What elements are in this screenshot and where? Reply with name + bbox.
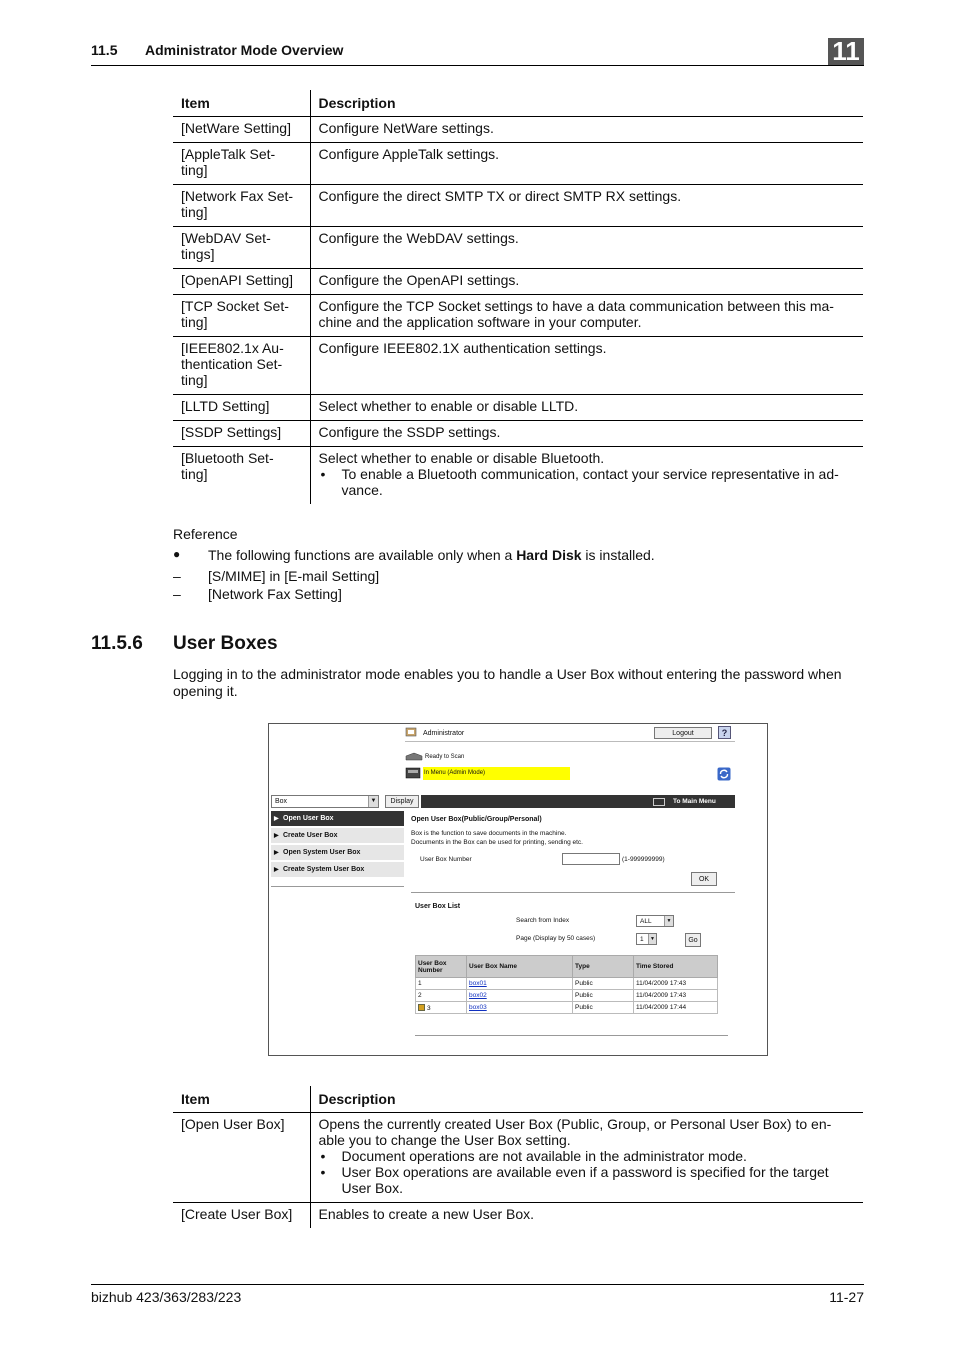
page-label: Page (Display by 50 cases) <box>516 935 596 942</box>
reference-bullet-text <box>208 547 655 563</box>
search-select[interactable] <box>636 915 674 927</box>
bullet-marker: ● <box>173 547 181 561</box>
description-cell <box>310 294 863 336</box>
arrow-icon: ▶ <box>274 867 279 873</box>
bullet-item: • User Box operations are available even if a password is specified for the target User Box. <box>319 1164 856 1196</box>
type-cell: Public <box>573 978 634 990</box>
description-cell <box>310 268 863 294</box>
reference-subitem-text: [S/MIME] in [E-mail Setting] <box>208 568 380 584</box>
description-cell <box>310 142 863 184</box>
table-row <box>173 420 863 446</box>
status-highlight <box>423 767 570 780</box>
box-number-cell <box>416 978 467 990</box>
page-footer <box>91 1284 864 1305</box>
divider <box>415 1035 728 1036</box>
refresh-icon[interactable] <box>717 767 731 781</box>
box-number: 1 <box>418 980 422 987</box>
machine-icon <box>405 766 421 779</box>
display-button[interactable]: Display <box>385 795 419 808</box>
menu-label: Open User Box <box>283 815 334 822</box>
description-cell <box>310 184 863 226</box>
to-main-menu-link[interactable]: To Main Menu <box>673 798 716 805</box>
logout-button[interactable]: Logout <box>654 727 712 739</box>
box-select-value: Box <box>275 798 288 805</box>
description-text: Configure AppleTalk settings. <box>318 145 500 162</box>
list-row <box>416 990 718 1002</box>
status-ready: Ready to Scan <box>425 754 465 760</box>
page-select-value: 1 <box>640 936 644 943</box>
description-text: Select whether to enable or disable LLTD. <box>318 397 579 414</box>
bullet-list <box>319 466 856 498</box>
item-cell: [LLTD Setting] <box>173 394 310 420</box>
menu-open-user-box[interactable] <box>271 811 404 827</box>
dash-marker: – <box>173 568 181 584</box>
item-cell: [OpenAPI Setting] <box>173 268 310 294</box>
divider <box>271 886 404 887</box>
menu-label: Create User Box <box>283 832 338 839</box>
box-number: 3 <box>427 1004 431 1012</box>
description-cell <box>310 420 863 446</box>
search-label: Search from Index <box>516 917 570 924</box>
box-number: 2 <box>418 992 422 999</box>
list-row <box>416 1002 718 1014</box>
table-row <box>173 116 863 142</box>
reference-subitem <box>173 586 773 604</box>
lock-icon <box>418 1004 425 1011</box>
bullet-item: • Document operations are not available in the administrator mode. <box>319 1148 856 1164</box>
range-hint: (1-999999999) <box>622 856 665 863</box>
footer-page-number: 11-27 <box>829 1289 864 1305</box>
item-cell: [Create User Box] <box>173 1202 310 1228</box>
arrow-icon: ▶ <box>274 816 279 822</box>
menu-open-system-user-box[interactable] <box>271 845 404 861</box>
admin-screenshot <box>268 723 768 1056</box>
item-cell: [AppleTalk Set- ting] <box>173 142 310 184</box>
description-cell <box>310 116 863 142</box>
chevron-down-icon: ▼ <box>648 934 656 944</box>
type-cell: Public <box>573 1002 634 1014</box>
table-row <box>173 142 863 184</box>
table-header-item: Item <box>173 90 310 116</box>
heading-number: 11.5.6 <box>91 633 143 654</box>
table-row <box>173 184 863 226</box>
section-number: 11.5 <box>91 42 118 58</box>
description-cell <box>310 394 863 420</box>
col-type: Type <box>573 956 634 978</box>
col-user-box-number: User Box Number <box>416 956 467 978</box>
section-paragraph: Logging in to the administrator mode enables you to handle a User Box without entering the password when opening it. <box>173 666 842 699</box>
description-text: Configure the TCP Socket settings to have a data communication between this ma- chine and the application software in your computer. <box>318 297 834 330</box>
time-cell: 11/04/2009 17:44 <box>634 1002 718 1014</box>
item-cell: [NetWare Setting] <box>173 116 310 142</box>
box-number-cell <box>416 990 467 1002</box>
item-cell: [WebDAV Set- tings] <box>173 226 310 268</box>
time-cell: 11/04/2009 17:43 <box>634 990 718 1002</box>
table-header-item: Item <box>173 1086 310 1112</box>
dash-marker: – <box>173 586 181 602</box>
panel-desc-2: Documents in the Box can be used for printing, sending etc. <box>411 839 583 846</box>
description-cell <box>310 446 863 504</box>
menu-create-user-box[interactable] <box>271 828 404 844</box>
panel-title: Open User Box(Public/Group/Personal) <box>411 816 542 823</box>
item-cell: [SSDP Settings] <box>173 420 310 446</box>
description-text: Enables to create a new User Box. <box>318 1205 535 1222</box>
user-box-number-label: User Box Number <box>420 856 472 863</box>
user-box-table <box>173 1086 863 1228</box>
table-row <box>173 1202 863 1228</box>
description-text: Select whether to enable or disable Bluetooth. <box>318 449 605 466</box>
item-cell: [IEEE802.1x Au- thentication Set- ting] <box>173 336 310 394</box>
bullet-text-pre: The following functions are available only when a <box>208 547 517 563</box>
heading-title: User Boxes <box>173 633 278 654</box>
ok-button[interactable]: OK <box>691 872 717 886</box>
description-cell <box>310 226 863 268</box>
table-header-description: Description <box>310 90 863 116</box>
box-number-cell <box>416 1002 467 1014</box>
scanner-icon <box>405 752 423 762</box>
box-select[interactable] <box>271 795 379 808</box>
list-row <box>416 978 718 990</box>
item-cell: [Bluetooth Set- ting] <box>173 446 310 504</box>
footer-model: bizhub 423/363/283/223 <box>91 1289 242 1305</box>
search-select-value: ALL <box>640 918 652 925</box>
description-cell <box>310 336 863 394</box>
reference-subitem <box>173 568 773 586</box>
description-text: Configure IEEE802.1X authentication settings. <box>318 339 607 356</box>
admin-label: Administrator <box>423 730 465 737</box>
arrow-icon: ▶ <box>274 850 279 856</box>
chevron-down-icon: ▼ <box>664 916 673 926</box>
divider <box>411 892 735 893</box>
table-row <box>173 1112 863 1202</box>
item-cell: [Network Fax Set- ting] <box>173 184 310 226</box>
type-cell: Public <box>573 990 634 1002</box>
status-admin-mode: In Menu (Admin Mode) <box>424 770 486 776</box>
description-text: Configure NetWare settings. <box>318 119 494 136</box>
description-text: Configure the SSDP settings. <box>318 423 501 440</box>
box-name-link[interactable]: box02 <box>469 992 487 999</box>
section-title: Administrator Mode Overview <box>145 42 344 58</box>
box-name-cell <box>467 978 573 990</box>
panel-desc-1: Box is the function to save documents in the machine. <box>411 830 567 837</box>
box-name-cell <box>467 990 573 1002</box>
page-header <box>91 38 864 66</box>
table-row <box>173 394 863 420</box>
table-row <box>173 446 863 504</box>
col-time-stored: Time Stored <box>634 956 718 978</box>
reference-label: Reference <box>173 526 238 542</box>
go-button[interactable]: Go <box>685 933 701 947</box>
bullet-item: • To enable a Bluetooth communication, contact your service representative in ad- vance. <box>319 466 856 498</box>
col-user-box-name: User Box Name <box>467 956 573 978</box>
arrow-icon: ▶ <box>274 833 279 839</box>
description-text: Configure the WebDAV settings. <box>318 229 519 246</box>
settings-table <box>173 90 863 504</box>
reference-subitem-text: [Network Fax Setting] <box>208 586 342 602</box>
menu-create-system-user-box[interactable] <box>271 862 404 878</box>
description-cell <box>310 1112 863 1202</box>
box-name-cell <box>467 1002 573 1014</box>
menu-label: Open System User Box <box>283 849 361 856</box>
description-text: Opens the currently created User Box (Public, Group, or Personal User Box) to en- able you to change the User Box setting. <box>318 1115 832 1148</box>
chevron-down-icon: ▼ <box>368 796 378 807</box>
menu-icon <box>653 798 665 806</box>
bullet-text-post: is installed. <box>581 547 655 563</box>
table-row <box>173 268 863 294</box>
admin-icon <box>405 727 417 737</box>
bullet-text-bold: Hard Disk <box>516 547 582 563</box>
description-cell <box>310 1202 863 1228</box>
description-text: Configure the OpenAPI settings. <box>318 271 520 288</box>
main-menu-bar <box>421 795 735 808</box>
table-row <box>173 226 863 268</box>
table-row <box>173 336 863 394</box>
page-select[interactable] <box>636 933 657 945</box>
divider <box>405 741 735 742</box>
help-icon[interactable]: ? <box>718 726 731 739</box>
table-header-description: Description <box>310 1086 863 1112</box>
chapter-badge: 11 <box>828 38 864 65</box>
bullet-list <box>319 1148 856 1196</box>
table-row <box>173 294 863 336</box>
box-name-link[interactable]: box03 <box>469 1004 487 1011</box>
item-cell: [TCP Socket Set- ting] <box>173 294 310 336</box>
user-box-list-table <box>415 955 718 1014</box>
list-title: User Box List <box>415 903 461 910</box>
time-cell: 11/04/2009 17:43 <box>634 978 718 990</box>
menu-label: Create System User Box <box>283 866 365 873</box>
box-name-link[interactable]: box01 <box>469 980 487 987</box>
description-text: Configure the direct SMTP TX or direct SMTP RX settings. <box>318 187 682 204</box>
item-cell: [Open User Box] <box>173 1112 310 1202</box>
reference-bullet <box>173 547 773 565</box>
user-box-number-input[interactable] <box>562 853 620 865</box>
